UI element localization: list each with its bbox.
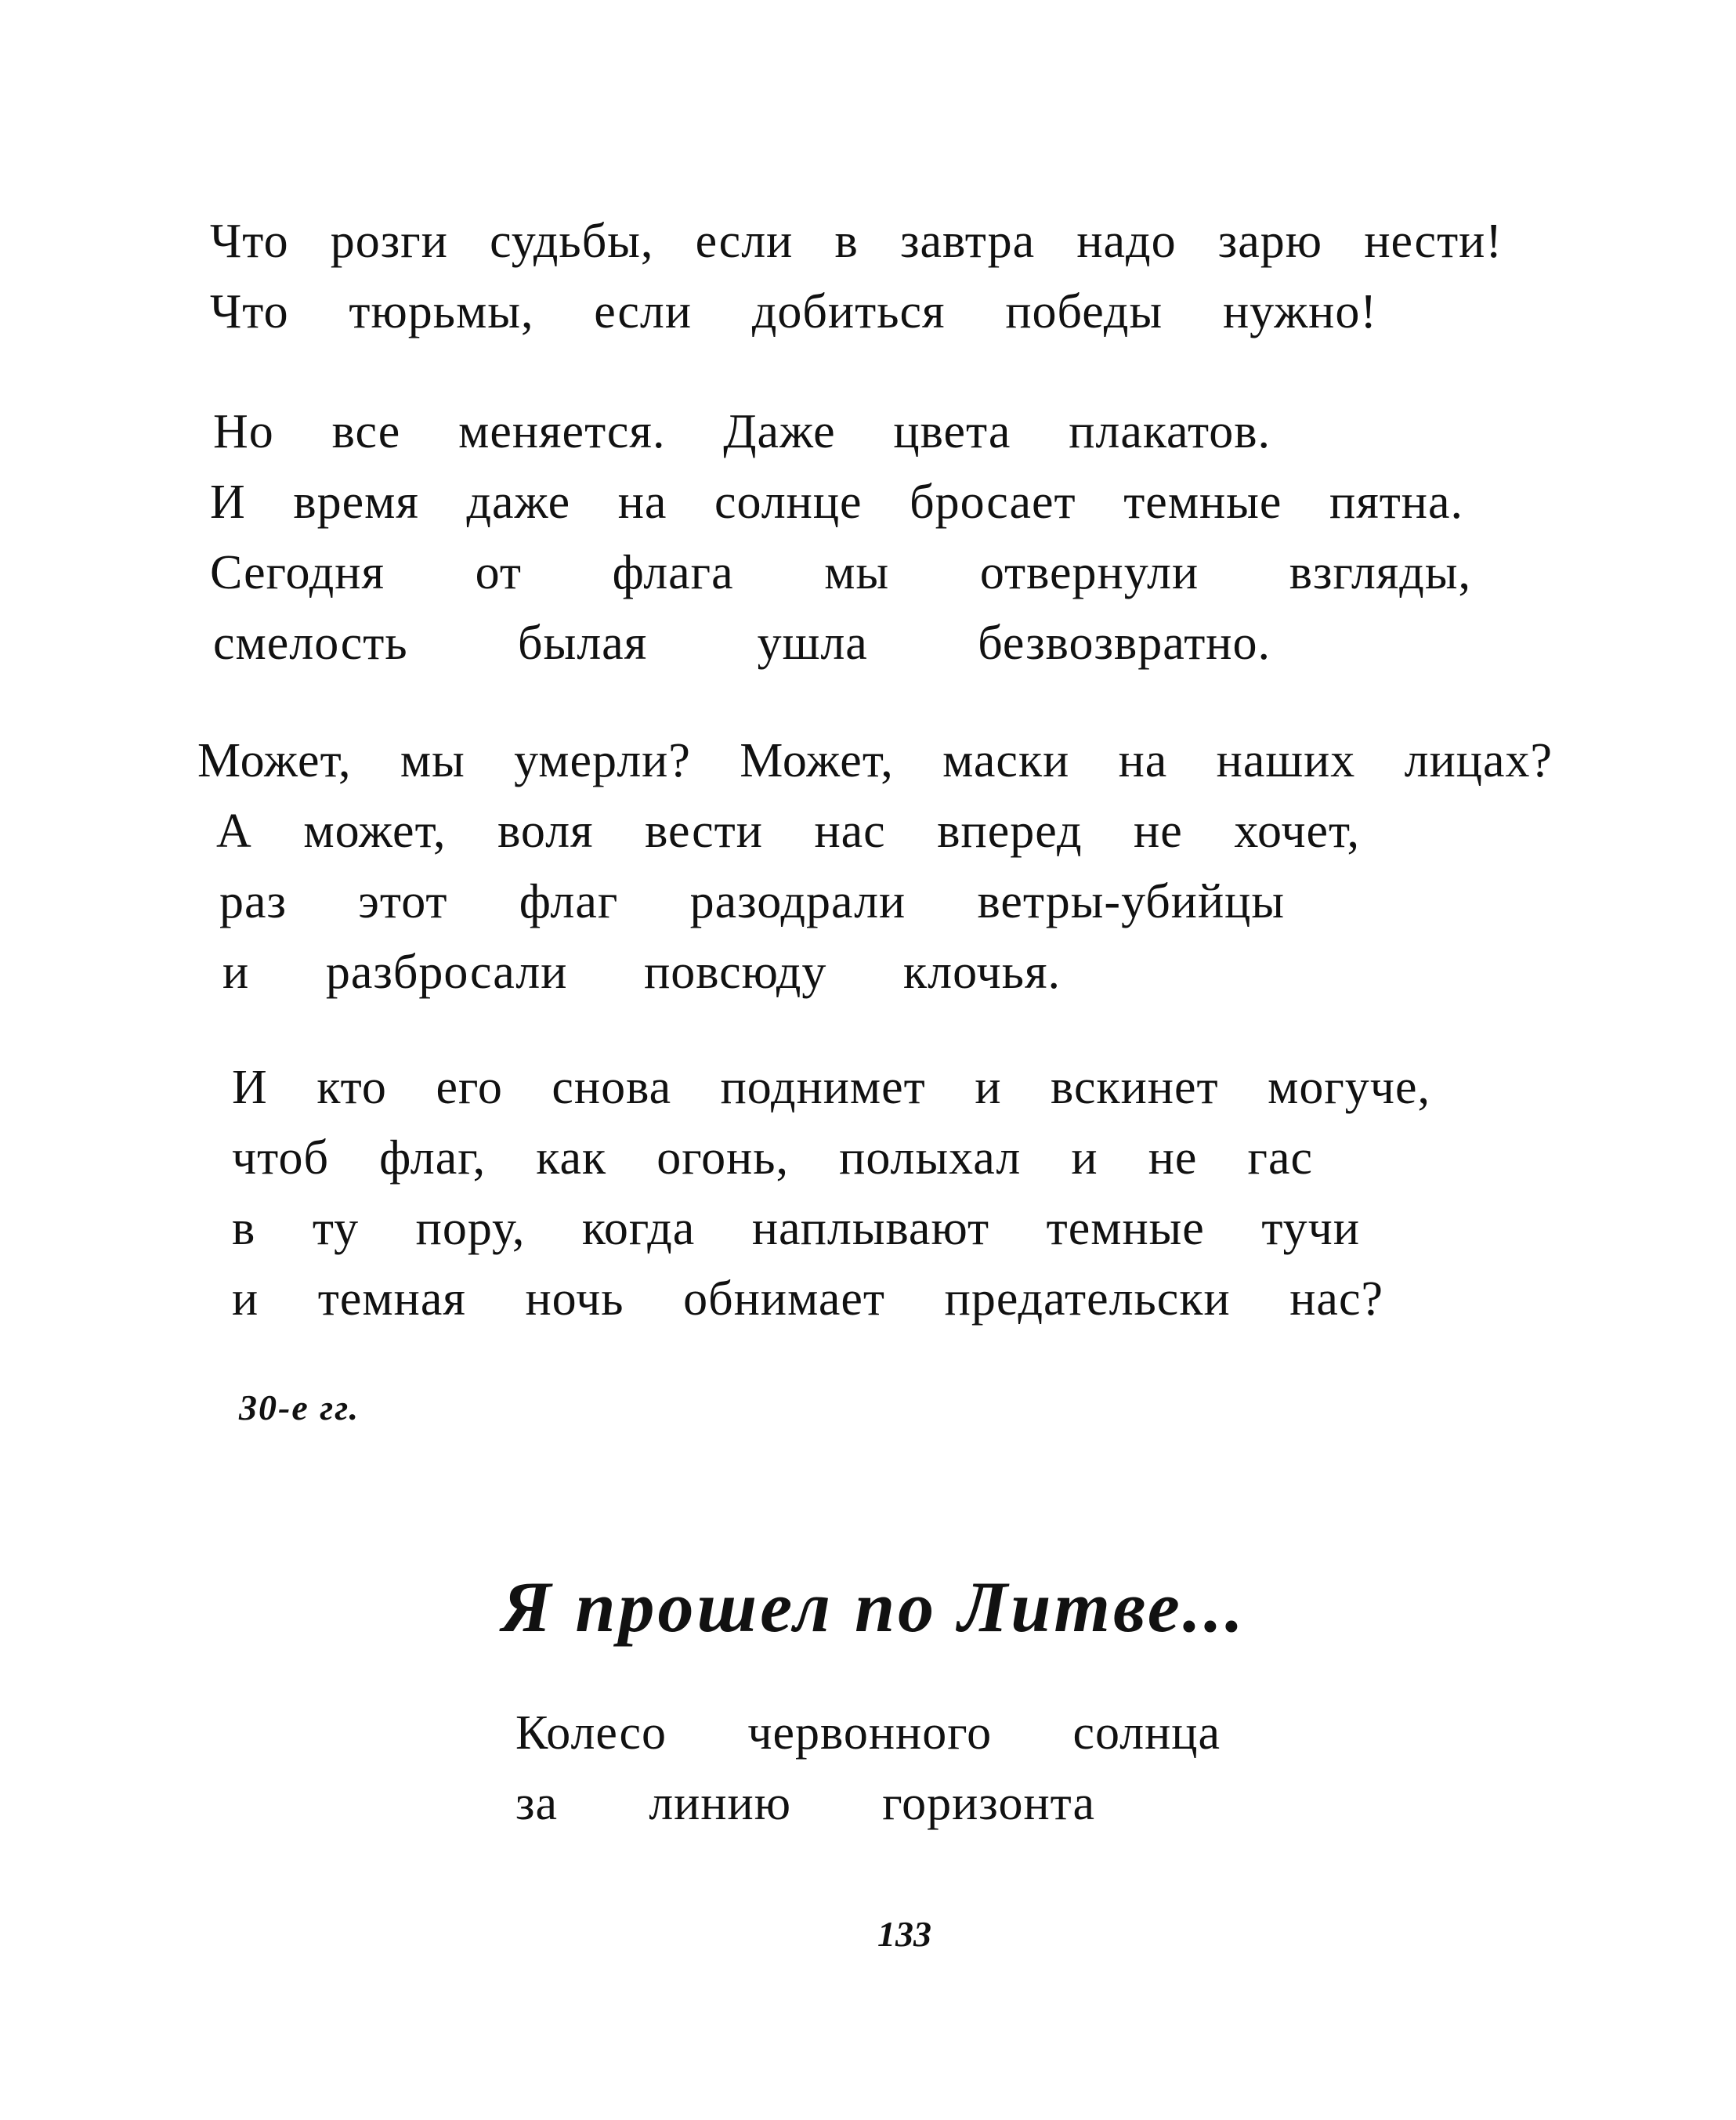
poem-line: за линию горизонта: [515, 1777, 1095, 1830]
poem-line: Но все меняется. Даже цвета плакатов.: [213, 405, 1271, 458]
poem-line: И кто его снова поднимет и вскинет могуче,: [232, 1061, 1430, 1114]
poem-line: Сегодня от флага мы отвернули взгляды,: [210, 546, 1471, 599]
page-number: 133: [877, 1914, 931, 1954]
poem-line: Что тюрьмы, если добиться победы нужно!: [210, 285, 1377, 338]
poem-line: Что розги судьбы, если в завтра надо зарю нести!: [210, 215, 1503, 268]
poem-line: А может, воля вести нас вперед не хочет,: [216, 805, 1360, 858]
poem-line: и темная ночь обнимает предательски нас?: [232, 1272, 1383, 1326]
poem-line: чтоб флаг, как огонь, полыхал и не гас: [232, 1131, 1313, 1185]
poem-line: в ту пору, когда наплывают темные тучи: [232, 1202, 1360, 1255]
poem-title: Я прошел по Литве...: [501, 1567, 1246, 1647]
poem-line: Колесо червонного солнца: [515, 1706, 1221, 1760]
poem-date: 30-е гг.: [239, 1387, 360, 1427]
poem-line: раз этот флаг разодрали ветры-убийцы: [219, 875, 1285, 928]
poem-line: смелость былая ушла безвозвратно.: [213, 617, 1271, 670]
poem-line: И время даже на солнце бросает темные пятна.: [210, 476, 1463, 529]
poem-line: и разбросали повсюду клочья.: [222, 946, 1061, 999]
poem-line: Может, мы умерли? Может, маски на наших лицах?: [197, 734, 1553, 787]
